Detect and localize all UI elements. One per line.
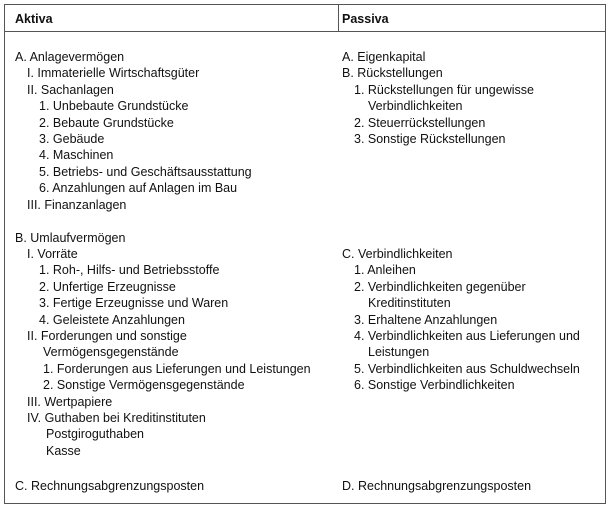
aktiva-line: Postgiroguthaben bbox=[46, 427, 144, 441]
passiva-line: Verbindlichkeiten bbox=[368, 99, 463, 113]
aktiva-line: II. Forderungen und sonstige bbox=[27, 329, 187, 343]
aktiva-line: 4. Maschinen bbox=[39, 148, 114, 162]
passiva-line: D. Rechnungsabgrenzungsposten bbox=[342, 479, 532, 493]
aktiva-line: I. Immaterielle Wirtschaftsgüter bbox=[27, 66, 200, 80]
passiva-line: 6. Sonstige Verbindlichkeiten bbox=[354, 378, 515, 392]
aktiva-line: I. Vorräte bbox=[27, 247, 78, 261]
aktiva-line: A. Anlagevermögen bbox=[15, 50, 125, 64]
aktiva-line: III. Wertpapiere bbox=[27, 395, 113, 409]
passiva-line: A. Eigenkapital bbox=[342, 50, 426, 64]
aktiva-line: 2. Bebaute Grundstücke bbox=[39, 116, 174, 130]
table-header-row bbox=[5, 5, 605, 32]
aktiva-line: Kasse bbox=[46, 444, 81, 458]
aktiva-line: 1. Unbebaute Grundstücke bbox=[39, 99, 189, 113]
aktiva-line: B. Umlaufvermögen bbox=[15, 231, 126, 245]
aktiva-header: Aktiva bbox=[15, 12, 53, 26]
passiva-line: 3. Sonstige Rückstellungen bbox=[354, 132, 506, 146]
passiva-line: 1. Anleihen bbox=[354, 263, 416, 277]
aktiva-line: II. Sachanlagen bbox=[27, 83, 114, 97]
passiva-line: 3. Erhaltene Anzahlungen bbox=[354, 313, 498, 327]
passiva-line: 5. Verbindlichkeiten aus Schuldwechseln bbox=[354, 362, 580, 376]
column-divider bbox=[338, 5, 339, 31]
aktiva-line: 3. Fertige Erzeugnisse und Waren bbox=[39, 296, 229, 310]
aktiva-line: Vermögensgegenstände bbox=[43, 345, 179, 359]
passiva-line: Kreditinstituten bbox=[368, 296, 451, 310]
aktiva-line: 1. Forderungen aus Lieferungen und Leistungen bbox=[43, 362, 311, 376]
passiva-line: 4. Verbindlichkeiten aus Lieferungen und bbox=[354, 329, 580, 343]
aktiva-line: 5. Betriebs- und Geschäftsausstattung bbox=[39, 165, 252, 179]
aktiva-line: 4. Geleistete Anzahlungen bbox=[39, 313, 185, 327]
balance-sheet-table bbox=[4, 4, 606, 504]
passiva-line: Leistungen bbox=[368, 345, 430, 359]
aktiva-line: 2. Unfertige Erzeugnisse bbox=[39, 280, 176, 294]
aktiva-line: 1. Roh-, Hilfs- und Betriebsstoffe bbox=[39, 263, 220, 277]
aktiva-line: IV. Guthaben bei Kreditinstituten bbox=[27, 411, 206, 425]
passiva-header: Passiva bbox=[342, 12, 389, 26]
passiva-line: 2. Verbindlichkeiten gegenüber bbox=[354, 280, 526, 294]
aktiva-line: III. Finanzanlagen bbox=[27, 198, 127, 212]
aktiva-line: C. Rechnungsabgrenzungsposten bbox=[15, 479, 205, 493]
passiva-line: C. Verbindlichkeiten bbox=[342, 247, 453, 261]
passiva-line: 2. Steuerrückstellungen bbox=[354, 116, 486, 130]
aktiva-line: 3. Gebäude bbox=[39, 132, 105, 146]
passiva-line: B. Rückstellungen bbox=[342, 66, 443, 80]
aktiva-line: 2. Sonstige Vermögensgegenstände bbox=[43, 378, 245, 392]
aktiva-line: 6. Anzahlungen auf Anlagen im Bau bbox=[39, 181, 238, 195]
passiva-line: 1. Rückstellungen für ungewisse bbox=[354, 83, 534, 97]
